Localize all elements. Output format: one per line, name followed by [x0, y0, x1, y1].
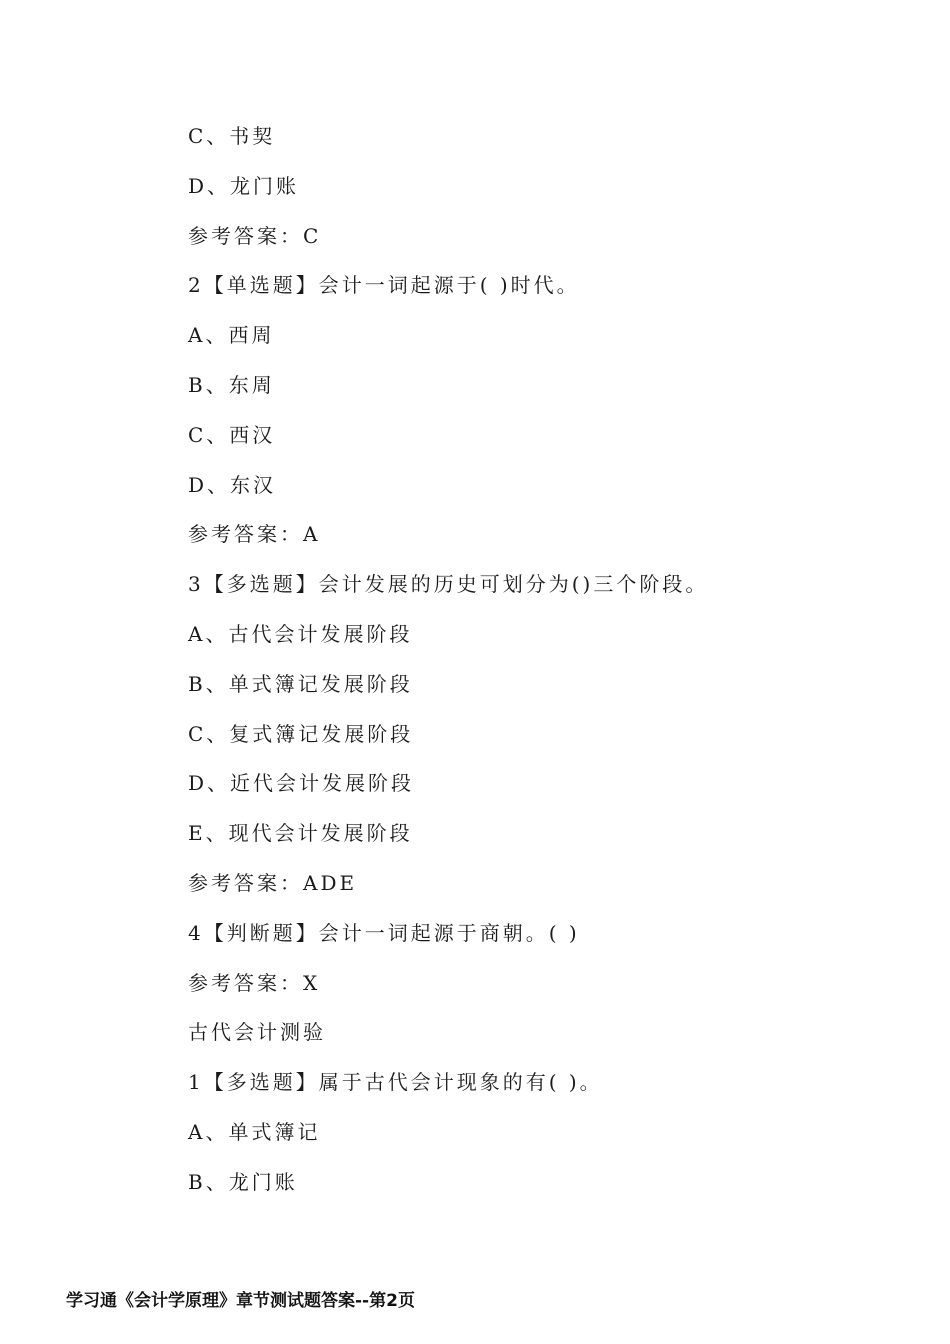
option-line: B、龙门账	[188, 1169, 298, 1194]
option-line: A、西周	[188, 323, 275, 348]
option-line: D、龙门账	[188, 173, 300, 198]
option-line: D、东汉	[188, 472, 277, 497]
section-title: 古代会计测验	[188, 1020, 326, 1045]
question-line: 1【多选题】属于古代会计现象的有( )。	[188, 1070, 603, 1095]
option-line: E、现代会计发展阶段	[188, 821, 413, 846]
answer-line: 参考答案：X	[188, 970, 321, 995]
answer-line: 参考答案：ADE	[188, 870, 358, 895]
option-line: C、西汉	[188, 422, 276, 447]
option-line: A、单式簿记	[188, 1119, 321, 1144]
answer-line: 参考答案：A	[188, 522, 321, 547]
question-line: 4【判断题】会计一词起源于商朝。( )	[188, 920, 580, 945]
question-line: 2【单选题】会计一词起源于( )时代。	[188, 273, 580, 298]
page-footer: 学习通《会计学原理》章节测试题答案--第2页	[66, 1291, 415, 1311]
option-line: D、近代会计发展阶段	[188, 771, 415, 796]
option-line: B、东周	[188, 372, 275, 397]
quiz-content	[188, 116, 888, 1212]
option-line: C、书契	[188, 124, 276, 148]
answer-line: 参考答案：C	[188, 223, 322, 248]
question-line: 3【多选题】会计发展的历史可划分为()三个阶段。	[188, 572, 709, 597]
option-line: B、单式簿记发展阶段	[188, 671, 413, 696]
option-line: C、复式簿记发展阶段	[188, 721, 414, 746]
option-line: A、古代会计发展阶段	[188, 621, 413, 646]
